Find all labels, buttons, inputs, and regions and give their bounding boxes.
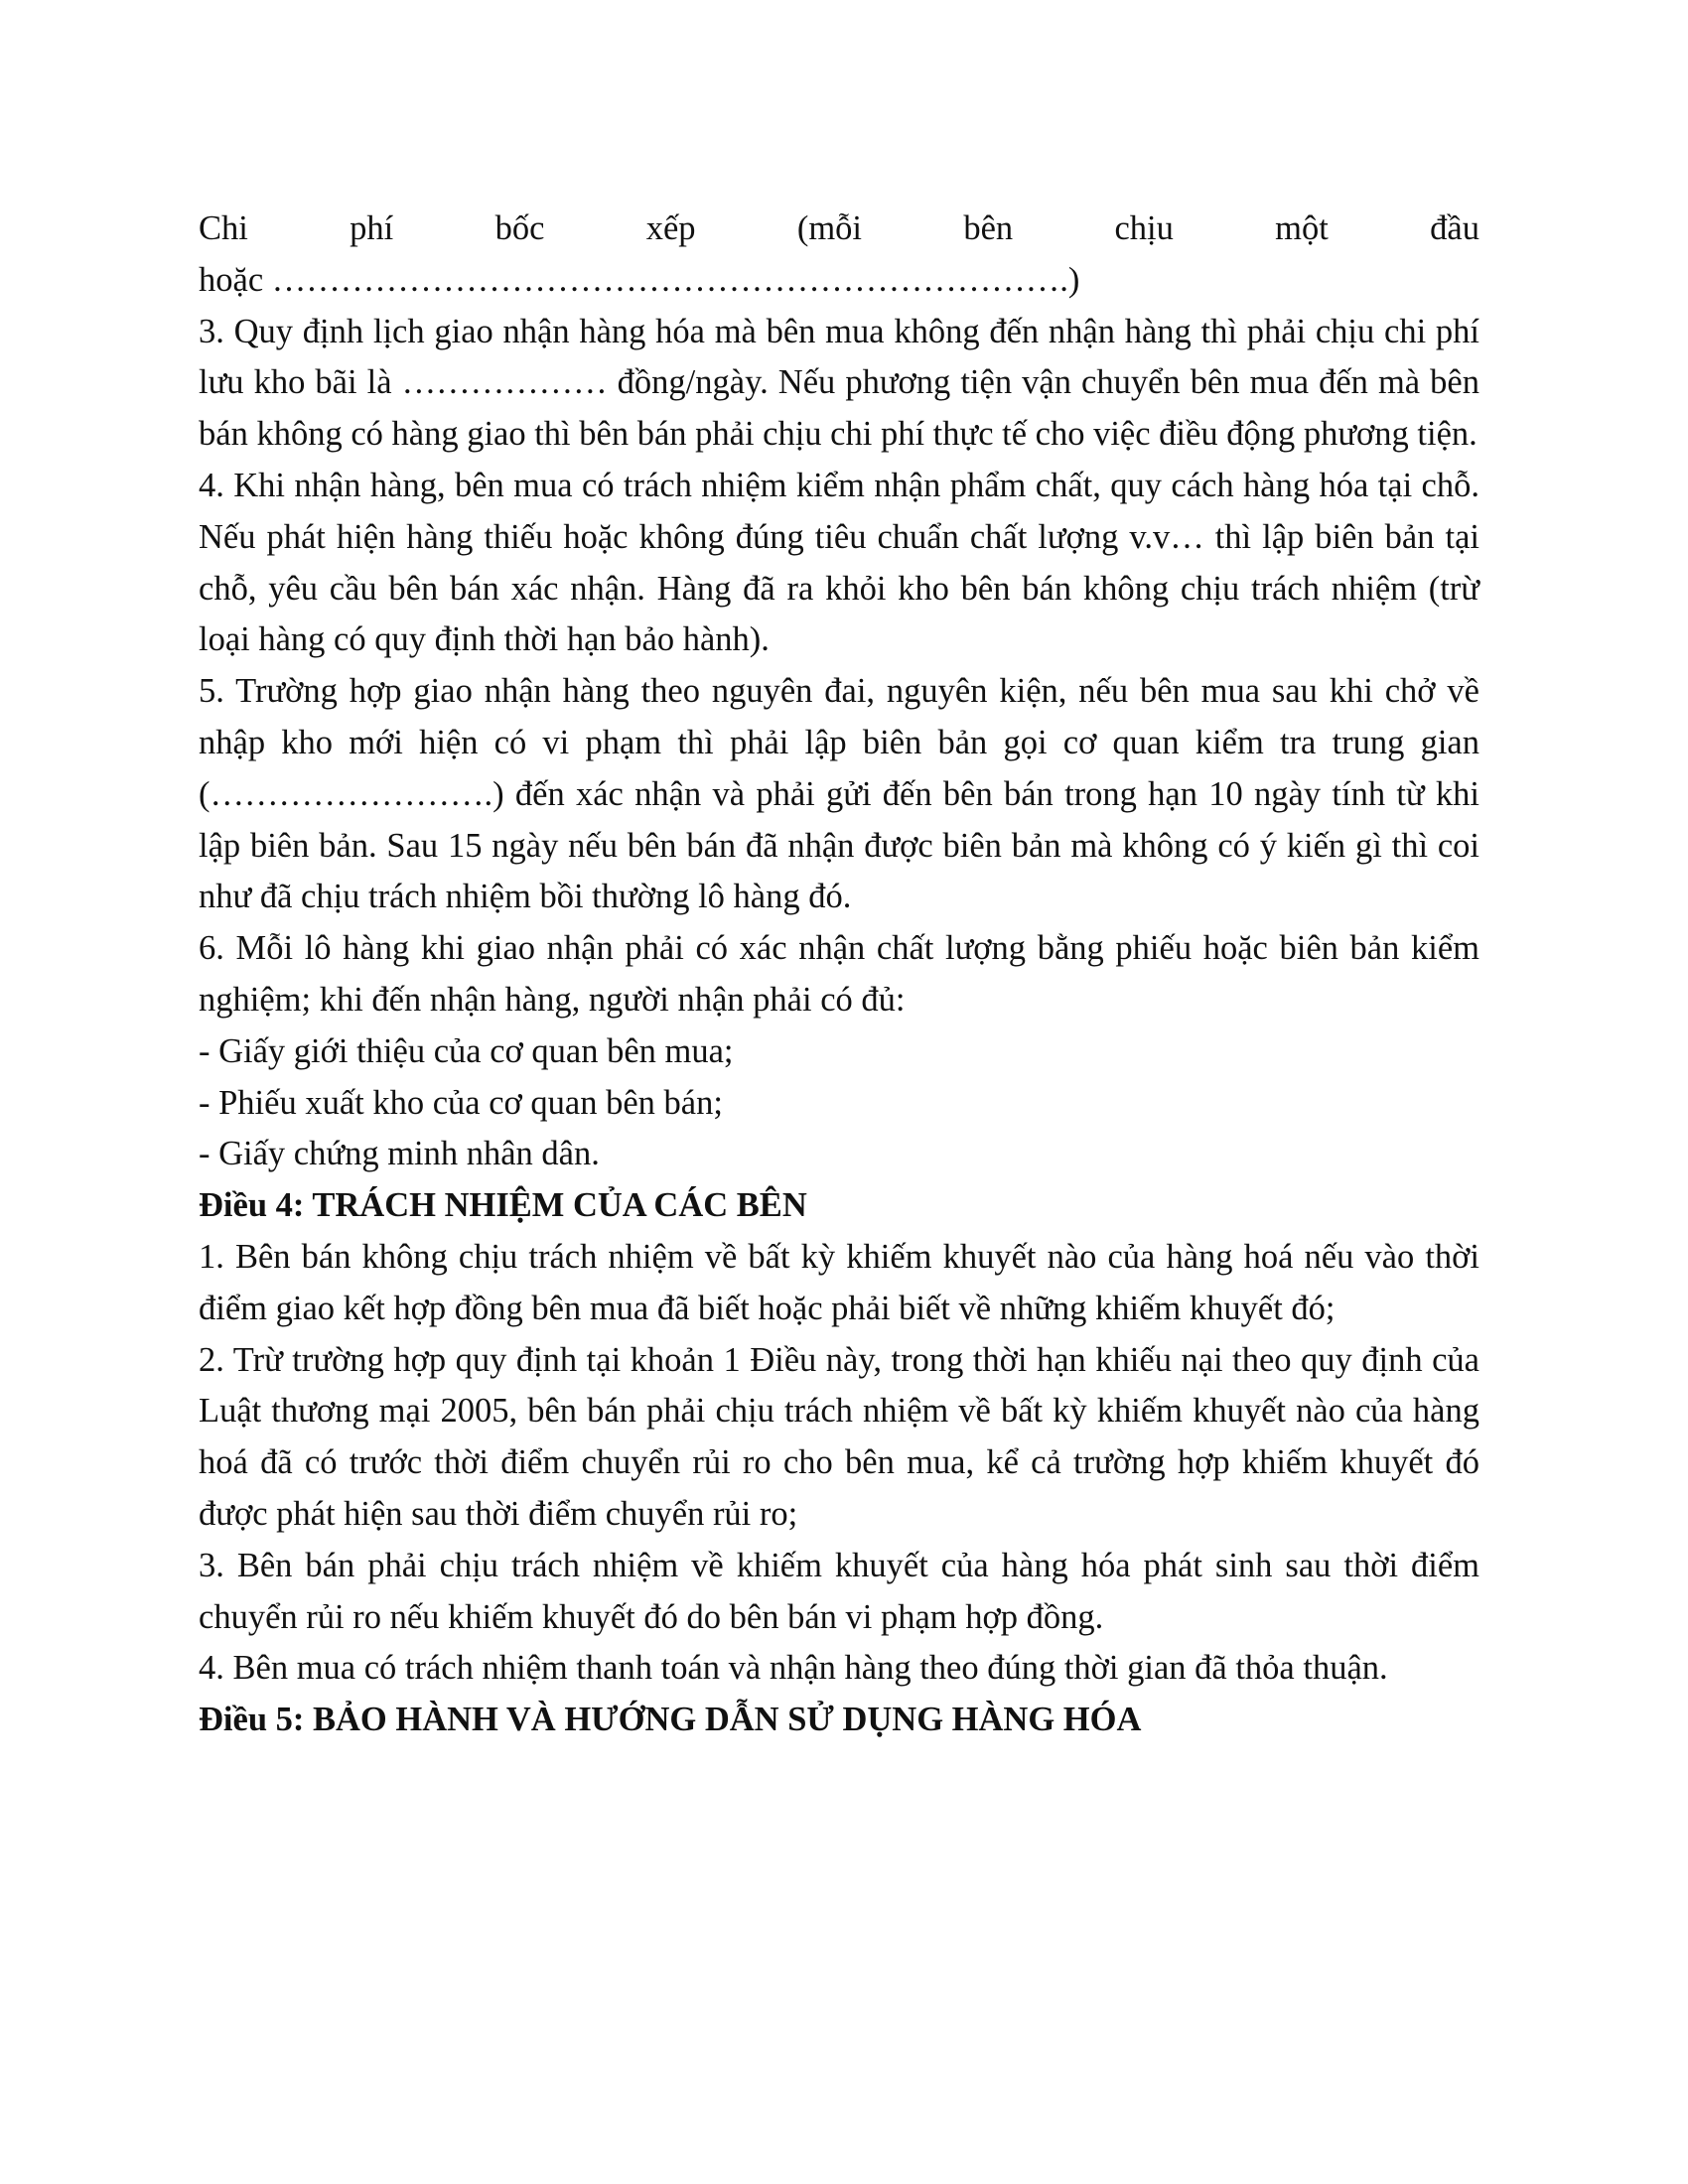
cost-line: Chi phí bốc xếp (mỗi bên chịu một đầu xyxy=(199,209,1479,247)
article-4-clause-3: 3. Bên bán phải chịu trách nhiệm về khiếm khuyết của hàng hóa phát sinh sau thời điểm chuyển rủi ro nếu khiếm khuyết đó do bên bán vi phạm hợp đồng. xyxy=(199,1546,1479,1636)
article-4-clause-1: 1. Bên bán không chịu trách nhiệm về bất kỳ khiếm khuyết nào của hàng hoá nếu vào thời điểm giao kết hợp đồng bên mua đã biết hoặc phải biết về những khiếm khuyết đó; xyxy=(199,1237,1479,1327)
document-body xyxy=(199,204,1479,1746)
requirement-bullet: - Giấy chứng minh nhân dân. xyxy=(199,1135,600,1173)
clause-3-paragraph: 3. Quy định lịch giao nhận hàng hóa mà bên mua không đến nhận hàng thì phải chịu chi phí lưu kho bãi là ……………… đồng/ngày. Nếu phương tiện vận chuyển bên mua đến mà bên bán không có hàng giao thì bên bán phải chịu chi phí thực tế cho việc điều động phương tiện. xyxy=(199,312,1479,454)
requirement-bullet: - Giấy giới thiệu của cơ quan bên mua; xyxy=(199,1031,734,1070)
article-4-heading: Điều 4: TRÁCH NHIỆM CỦA CÁC BÊN xyxy=(199,1186,807,1225)
cost-line-continuation: hoặc …………………………………………………………….) xyxy=(199,260,1080,299)
clause-6-paragraph: 6. Mỗi lô hàng khi giao nhận phải có xác nhận chất lượng bằng phiếu hoặc biên bản kiểm nghiệm; khi đến nhận hàng, người nhận phải có đủ: xyxy=(199,929,1479,1019)
requirement-bullet: - Phiếu xuất kho của cơ quan bên bán; xyxy=(199,1083,723,1122)
article-4-clause-4: 4. Bên mua có trách nhiệm thanh toán và nhận hàng theo đúng thời gian đã thỏa thuận. xyxy=(199,1649,1388,1688)
article-5-heading: Điều 5: BẢO HÀNH VÀ HƯỚNG DẪN SỬ DỤNG HÀNG HÓA xyxy=(199,1701,1142,1739)
article-4-clause-2: 2. Trừ trường hợp quy định tại khoản 1 Điều này, trong thời hạn khiếu nại theo quy định của Luật thương mại 2005, bên bán phải chịu trách nhiệm về bất kỳ khiếm khuyết nào của hàng hoá đã có trước thời điểm chuyển rủi ro cho bên mua, kể cả trường hợp khiếm khuyết đó được phát hiện sau thời điểm chuyển rủi ro; xyxy=(199,1340,1479,1533)
clause-5-paragraph: 5. Trường hợp giao nhận hàng theo nguyên đai, nguyên kiện, nếu bên mua sau khi chở về nhập kho mới hiện có vi phạm thì phải lập biên bản gọi cơ quan kiểm tra trung gian (…………………….) đến xác nhận và phải gửi đến bên bán trong hạn 10 ngày tính từ khi lập biên bản. Sau 15 ngày nếu bên bán đã nhận được biên bản mà không có ý kiến gì thì coi như đã chịu trách nhiệm bồi thường lô hàng đó. xyxy=(199,672,1479,916)
clause-4-paragraph: 4. Khi nhận hàng, bên mua có trách nhiệm kiểm nhận phẩm chất, quy cách hàng hóa tại chỗ. Nếu phát hiện hàng thiếu hoặc không đúng tiêu chuẩn chất lượng v.v… thì lập biên bản tại chỗ, yêu cầu bên bán xác nhận. Hàng đã ra khỏi kho bên bán không chịu trách nhiệm (trừ loại hàng có quy định thời hạn bảo hành). xyxy=(199,466,1479,659)
